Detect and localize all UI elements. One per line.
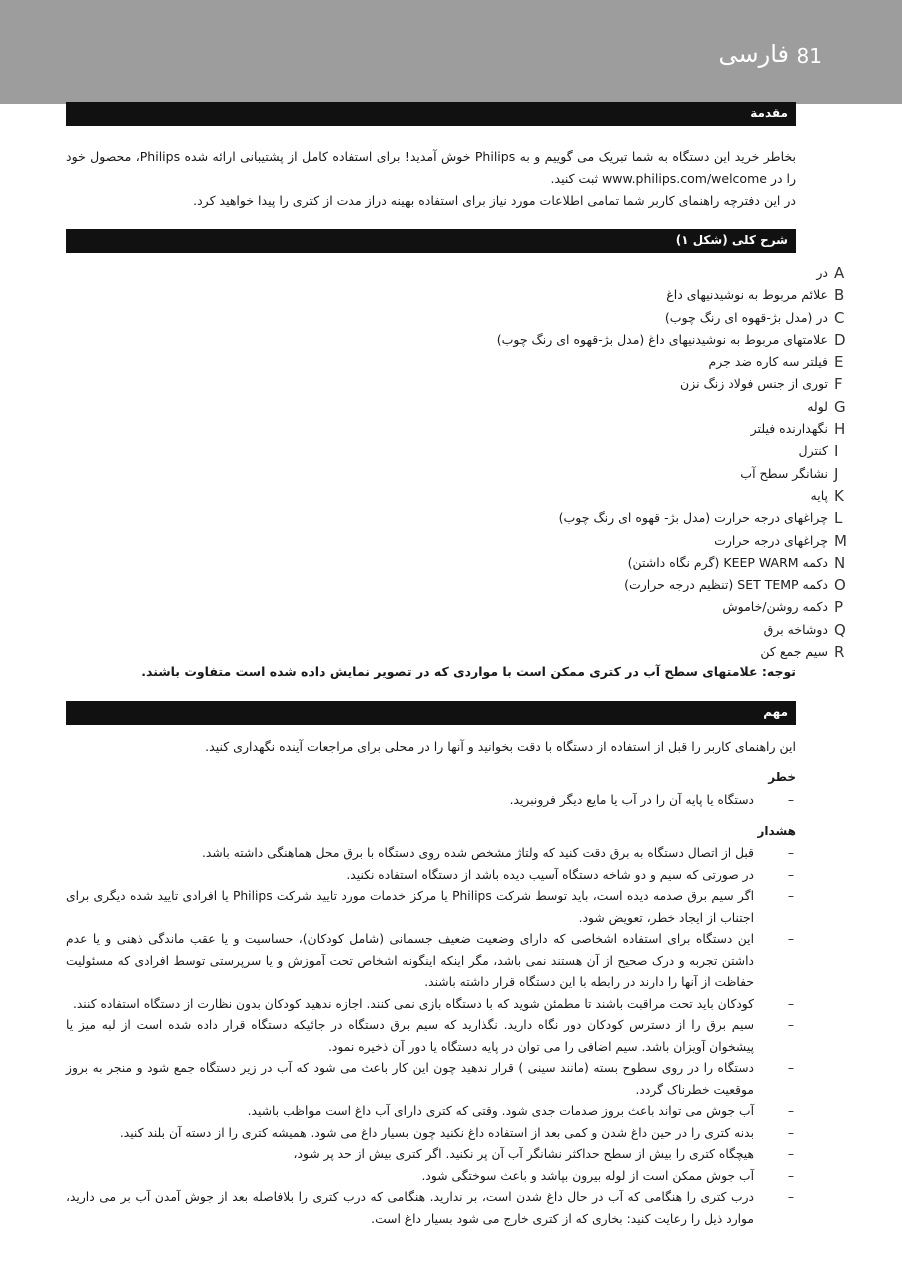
- warning-title: هشدار: [757, 824, 796, 838]
- bullet-text: کودکان باید تحت مراقبت باشند تا مطمئن شوید که با دستگاه بازی نمی کنند. اجازه ندهید کودکان بدون نظارت از دستگاه استفاده کنند.: [72, 996, 754, 1011]
- bullet-item: [66, 865, 796, 887]
- part-letter: M: [834, 531, 847, 550]
- bullet-item: [66, 843, 796, 865]
- important-heading-band: [66, 701, 796, 725]
- part-text: علائم مربوط به نوشیدنیهای داغ: [666, 287, 828, 303]
- part-text: دکمه SET TEMP (تنظیم درجه حرارت): [624, 577, 828, 593]
- part-item: [108, 262, 845, 284]
- part-text: چراغهای درجه حرارت: [714, 532, 828, 548]
- part-letter: J: [834, 464, 839, 483]
- part-text: فیلتر سه کاره ضد جرم: [708, 354, 828, 370]
- part-letter: H: [834, 420, 846, 439]
- part-item: [108, 396, 846, 418]
- bullet-item: [66, 1187, 796, 1230]
- bullet-item: [66, 1058, 796, 1101]
- part-letter: P: [834, 598, 844, 617]
- bullet-dash: –: [787, 1018, 794, 1032]
- bullet-dash: –: [787, 1104, 794, 1118]
- language-label: فارسی: [718, 40, 789, 68]
- part-item: [108, 530, 847, 552]
- bullet-text: در صورتی که سیم و دو شاخه دستگاه آسیب دیده باشد از دستگاه استفاده نکنید.: [346, 867, 754, 882]
- part-item: [108, 641, 845, 663]
- bullet-item: [66, 1015, 796, 1058]
- bullet-dash: –: [787, 1061, 794, 1075]
- important-intro: این راهنمای کاربر را قبل از استفاده از دستگاه با دقت بخوانید و آنها را در محلی برای مراجعات آینده نگهداری کنید.: [205, 739, 796, 754]
- bullet-text: دستگاه را در روی سطوح بسته (مانند سینی ) قرار ندهید چون این کار باعث می شود که آب در زیر دستگاه جمع شود و منجر به بروز موقعیت خطرناک گردد.: [66, 1061, 754, 1097]
- part-letter: I: [834, 442, 839, 461]
- part-letter: G: [834, 397, 846, 416]
- overview-heading-band: [66, 229, 796, 253]
- overview-heading: شرح کلی (شکل ۱): [675, 233, 788, 247]
- bullet-text: آب جوش می تواند باعث بروز صدمات جدی شود. وقتی که کتری دارای آب داغ است مواظب باشید.: [247, 1104, 754, 1118]
- intro-heading: مقدمة: [750, 106, 788, 120]
- intro-paragraph-1: بخاطر خرید این دستگاه به شما تبریک می گوییم و به Philips خوش آمدید! برای استفاده کامل از پشتیبانی ارائه شده Philips، محصول خود را در www.philips.com/welcome ثبت کنید.: [66, 149, 796, 186]
- part-letter: C: [834, 308, 845, 327]
- intro-text: [66, 146, 796, 212]
- part-text: نگهدارنده فیلتر: [750, 421, 828, 437]
- part-item: [108, 418, 846, 440]
- bullet-dash: –: [787, 1147, 794, 1161]
- part-letter: F: [834, 375, 843, 394]
- page-header: [0, 0, 902, 104]
- bullet-text: آب جوش ممکن است از لوله بیرون بپاشد و باعث سوختگی شود.: [421, 1168, 754, 1183]
- part-text: پایه: [810, 487, 828, 503]
- part-item: [108, 284, 845, 306]
- important-heading: مهم: [763, 705, 788, 719]
- bullet-dash: –: [787, 867, 794, 882]
- part-item: [108, 351, 844, 373]
- part-item: [108, 329, 846, 351]
- part-text: سیم جمع کن: [760, 644, 828, 660]
- part-letter: L: [834, 509, 843, 528]
- part-item: [108, 440, 839, 462]
- part-letter: N: [834, 553, 846, 572]
- part-letter: E: [834, 353, 844, 372]
- part-letter: B: [834, 286, 845, 305]
- overview-note: توجه: علامتهای سطح آب در کتری ممکن است با مواردی که در تصویر نمایش داده شده است متفاوت باشند.: [141, 664, 796, 679]
- bullet-dash: –: [787, 793, 794, 807]
- part-item: [108, 373, 843, 395]
- part-item: [108, 596, 844, 618]
- part-letter: K: [834, 486, 844, 505]
- bullet-dash: –: [787, 889, 794, 903]
- part-item: [108, 552, 846, 574]
- part-letter: A: [834, 264, 845, 282]
- part-letter: Q: [834, 620, 846, 639]
- part-letter: D: [834, 330, 846, 349]
- bullet-item: [66, 886, 796, 929]
- part-text: دکمه روشن/خاموش: [722, 599, 828, 615]
- bullet-dash: –: [787, 932, 794, 946]
- bullet-item: [66, 929, 796, 994]
- bullet-text: این دستگاه برای استفاده اشخاصی که دارای وضعیت ضعیف جسمانی (شامل کودکان)، حساسیت و یا عقب ماندگی ذهنی و یا عدم داشتن تجربه و درک صحیح از آن هستند نمی باشد، مگر اینکه اینگونه اشخاص تحت آموزش و یا سرپرستی توسط افرادی که مسئولیت حفاظت از آنها را دارند در رابطه با این دستگاه قرار داشته باشند.: [66, 932, 754, 989]
- part-text: در (مدل بژ-قهوه ای رنگ چوب): [664, 309, 828, 325]
- part-text: دوشاخه برق: [763, 621, 828, 637]
- part-item: [108, 574, 846, 596]
- part-item: [108, 619, 846, 641]
- parts-list: [108, 262, 847, 663]
- part-text: توری از جنس فولاد زنگ نزن: [680, 376, 828, 392]
- bullet-dash: –: [787, 1168, 794, 1183]
- bullet-dash: –: [787, 1190, 794, 1204]
- part-text: کنترل: [798, 443, 828, 459]
- part-item: [108, 485, 844, 507]
- warning-list: [66, 843, 796, 1230]
- bullet-text: هیچگاه کتری را بیش از سطح حداکثر نشانگر آب آن پر نکنید. اگر کتری بیش از حد پر شود،: [293, 1147, 754, 1161]
- part-text: دکمه KEEP WARM (گرم نگاه داشتن): [627, 554, 828, 570]
- danger-title: خطر: [768, 770, 796, 784]
- part-text: در: [816, 265, 828, 280]
- bullet-dash: –: [787, 1125, 794, 1140]
- part-item: [108, 507, 843, 529]
- bullet-text: سیم برق را از دسترس کودکان دور نگاه دارید. نگذارید که سیم برق دستگاه در جائیکه دستگاه قرار داده شده است از لبه میز یا پیشخوان آویزان باشد. سیم اضافی را می توان در پایه دستگاه یا دور آن ذخیره نمود.: [66, 1018, 754, 1054]
- part-text: نشانگر سطح آب: [740, 465, 828, 481]
- bullet-item: [66, 1101, 796, 1123]
- bullet-item: [66, 1123, 796, 1145]
- bullet-item: [66, 790, 796, 812]
- part-text: چراغهای درجه حرارت (مدل بژ- قهوه ای رنگ چوب): [558, 510, 828, 526]
- page-number: 81: [796, 44, 822, 68]
- part-item: [108, 307, 845, 329]
- bullet-text: قبل از اتصال دستگاه به برق دقت کنید که ولتاژ مشخص شده روی دستگاه با برق محل هماهنگی داشته باشد.: [201, 846, 754, 860]
- bullet-dash: –: [787, 996, 794, 1011]
- danger-list: [66, 790, 796, 812]
- intro-paragraph-2: در این دفترچه راهنمای کاربر شما تمامی اطلاعات مورد نیاز برای استفاده بهینه دراز مدت از کتری را پیدا خواهید کرد.: [193, 193, 796, 208]
- bullet-text: اگر سیم برق صدمه دیده است، باید توسط شرکت Philips یا مرکز خدمات مورد تایید شرکت Philips یا افرادی تایید شده دیگری برای اجتناب از ایجاد خطر، تعویض شود.: [66, 889, 754, 925]
- bullet-text: درب کتری را هنگامی که آب در حال داغ شدن است، بر ندارید. هنگامی که درب کتری را بلافاصله بعد از جوش آمدن آب بر می دارید، موارد ذیل را رعایت کنید: بخاری که از کتری خارج می شود بسیار داغ است.: [66, 1190, 754, 1226]
- intro-heading-band: [66, 102, 796, 126]
- part-letter: R: [834, 643, 845, 662]
- part-text: علامتهای مربوط به نوشیدنیهای داغ (مدل بژ-قهوه ای رنگ چوب): [496, 331, 828, 347]
- part-text: لوله: [807, 398, 828, 414]
- bullet-text: دستگاه یا پایه آن را در آب یا مایع دیگر فرونبرید.: [509, 793, 754, 807]
- bullet-item: [66, 994, 796, 1016]
- part-letter: O: [834, 576, 846, 595]
- bullet-item: [66, 1166, 796, 1188]
- bullet-dash: –: [787, 846, 794, 860]
- part-item: [108, 463, 839, 485]
- bullet-item: [66, 1144, 796, 1166]
- bullet-text: بدنه کتری را در حین داغ شدن و کمی بعد از استفاده داغ نکنید چون بسیار داغ می شود. همیشه کتری را از دسته آن بلند کنید.: [119, 1125, 754, 1140]
